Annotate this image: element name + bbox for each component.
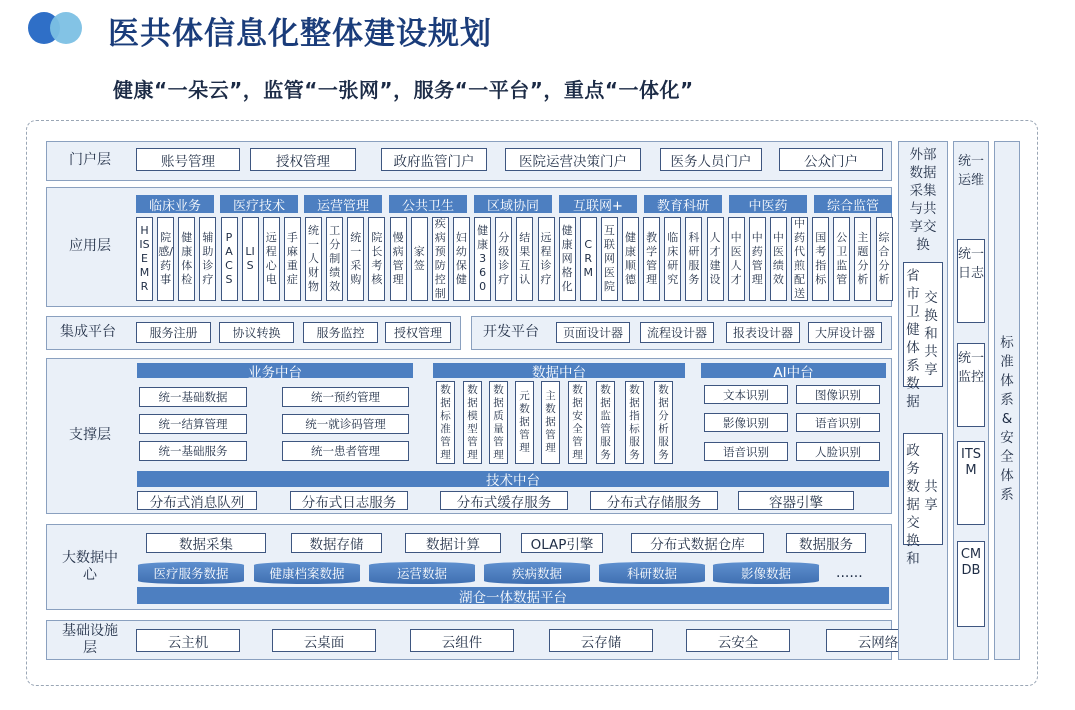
app-group-header: 公共卫生 (389, 195, 467, 213)
app-module[interactable]: 中医绩效 (770, 217, 787, 301)
support-layer-label: 支撑层 (69, 427, 111, 444)
lake-platform: 湖仓一体数据平台 (137, 587, 889, 604)
app-group-header: 中医药 (729, 195, 807, 213)
bigdata-item[interactable]: OLAP引擎 (521, 533, 603, 553)
app-module[interactable]: 结果互认 (516, 217, 533, 301)
portal-layer-label: 门户层 (69, 152, 111, 169)
infra-label-text: 基础设施层 (62, 622, 118, 656)
database-cylinder: 运营数据 (369, 562, 475, 584)
app-module[interactable]: 远程诊疗 (538, 217, 555, 301)
infra-item[interactable]: 云主机 (136, 629, 240, 652)
integration-item[interactable]: 授权管理 (385, 322, 451, 343)
tech-item[interactable]: 分布式缓存服务 (440, 491, 568, 510)
portal-item[interactable]: 医务人员门户 (660, 148, 762, 171)
app-module[interactable]: 人才建设 (707, 217, 724, 301)
ops-item-text: 统一运维 (958, 154, 985, 188)
standards-security-text: 标准体系&安全体系 (1000, 335, 1014, 503)
app-module[interactable]: 妇幼保健 (453, 217, 470, 301)
infra-item[interactable]: 云安全 (686, 629, 790, 652)
app-module[interactable]: 疾病预防控制 (432, 217, 449, 301)
ops-item-text: 统一日志 (958, 247, 985, 281)
ops-item-text: 统一监控 (958, 351, 985, 385)
app-module[interactable]: 手麻重症 (284, 217, 301, 301)
infra-layer-label (62, 620, 118, 660)
app-module[interactable]: 工分制绩效 (326, 217, 343, 301)
database-cylinder: 疾病数据 (484, 562, 590, 584)
infra-item[interactable]: 云桌面 (272, 629, 376, 652)
tech-platform-title: 技术中台 (137, 471, 889, 487)
tech-item[interactable]: 分布式存储服务 (590, 491, 718, 510)
app-group-header: 临床业务 (136, 195, 214, 213)
bigdata-layer-label (62, 524, 118, 610)
app-module[interactable]: 综合分析 (876, 217, 893, 301)
app-group-header: 教育科研 (644, 195, 722, 213)
portal-item[interactable]: 授权管理 (250, 148, 356, 171)
bigdata-item[interactable]: 分布式数据仓库 (631, 533, 764, 553)
app-module[interactable]: 统一人财物 (305, 217, 322, 301)
ai-item[interactable]: 语音识别 (796, 413, 880, 432)
tech-item[interactable]: 分布式消息队列 (137, 491, 257, 510)
app-module[interactable]: LIS (242, 217, 259, 301)
business-item[interactable]: 统一基础数据 (139, 387, 247, 407)
ai-item[interactable]: 语音识别 (704, 442, 788, 461)
tech-item[interactable]: 容器引擎 (738, 491, 854, 510)
business-item[interactable]: 统一就诊码管理 (282, 414, 409, 434)
ai-item[interactable]: 文本识别 (704, 385, 788, 404)
data-platform-item[interactable]: 数据分析服务 (654, 381, 673, 464)
app-module[interactable]: 国考指标 (812, 217, 829, 301)
external-exchange-text: 外部数据采集与共享交换 (909, 147, 937, 253)
data-platform-item[interactable]: 元数据管理 (515, 381, 534, 464)
bigdata-item[interactable]: 数据采集 (146, 533, 266, 553)
app-module[interactable]: HISEMR (136, 217, 153, 301)
tech-item[interactable]: 分布式日志服务 (290, 491, 408, 510)
app-module[interactable]: 中医人才 (728, 217, 745, 301)
app-module[interactable]: 科研服务 (685, 217, 702, 301)
data-platform-item[interactable]: 数据安全管理 (568, 381, 587, 464)
infra-item[interactable]: 云网络 (826, 629, 930, 652)
app-group-header: 互联网+ (559, 195, 637, 213)
bigdata-label-text: 大数据中心 (62, 549, 118, 583)
infra-item[interactable]: 云存储 (549, 629, 653, 652)
app-module[interactable]: 慢病管理 (390, 217, 407, 301)
portal-item[interactable]: 政府监管门户 (381, 148, 487, 171)
data-platform-item[interactable]: 数据监管服务 (596, 381, 615, 464)
provincial-exchange-text-b: 交换和共享 (924, 290, 938, 378)
app-module[interactable]: 院感/药事 (157, 217, 174, 301)
ai-platform-title: AI中台 (701, 363, 886, 378)
app-module[interactable]: 互联网医院 (601, 217, 618, 301)
data-platform-item[interactable]: 主数据管理 (541, 381, 560, 464)
ops-item-text: CMDB (960, 547, 982, 578)
page-title: 医共体信息化整体建设规划 (108, 16, 492, 52)
data-platform-title: 数据中台 (433, 363, 685, 378)
app-module[interactable]: 中药代煎配送 (791, 217, 808, 301)
app-module[interactable]: 远程心电 (263, 217, 280, 301)
business-item[interactable]: 统一预约管理 (282, 387, 409, 407)
data-platform-item[interactable]: 数据标准管理 (436, 381, 455, 464)
portal-item[interactable]: 账号管理 (136, 148, 240, 171)
app-module[interactable]: 教学管理 (643, 217, 660, 301)
app-module[interactable]: 临床研究 (664, 217, 681, 301)
integration-item[interactable]: 服务监控 (303, 322, 378, 343)
integration-layer-label: 集成平台 (60, 324, 116, 341)
app-module[interactable]: PACS (221, 217, 238, 301)
page-subtitle: 健康“一朵云”，监管“一张网”，服务“一平台”，重点“一体化” (113, 78, 694, 102)
business-item[interactable]: 统一患者管理 (282, 441, 409, 461)
app-module[interactable]: 公卫监管 (833, 217, 850, 301)
business-item[interactable]: 统一结算管理 (139, 414, 247, 434)
app-module[interactable]: 主题分析 (854, 217, 871, 301)
bigdata-item[interactable]: 数据服务 (786, 533, 866, 553)
bigdata-item[interactable]: 数据存储 (291, 533, 382, 553)
app-module[interactable]: 健康顺德 (622, 217, 639, 301)
dev-platform-label: 开发平台 (483, 324, 539, 341)
app-module[interactable]: CRM (580, 217, 597, 301)
integration-item[interactable]: 协议转换 (219, 322, 294, 343)
data-platform-item[interactable]: 数据指标服务 (625, 381, 644, 464)
infra-item[interactable]: 云组件 (410, 629, 514, 652)
database-cylinder: 影像数据 (713, 562, 819, 584)
app-module[interactable]: 家签 (411, 217, 428, 301)
app-module[interactable]: 统一采购 (347, 217, 364, 301)
ai-item[interactable]: 图像识别 (796, 385, 880, 404)
app-module[interactable]: 辅助诊疗 (199, 217, 216, 301)
dev-item[interactable]: 报表设计器 (726, 322, 800, 343)
app-module[interactable]: 中药管理 (749, 217, 766, 301)
provincial-exchange-text-a: 省市卫健体系数据 (906, 268, 920, 410)
app-group-header: 区域协同 (474, 195, 552, 213)
dev-item[interactable]: 大屏设计器 (808, 322, 882, 343)
portal-item[interactable]: 公众门户 (779, 148, 883, 171)
database-cylinder: 医疗服务数据 (138, 562, 244, 584)
dev-item[interactable]: 页面设计器 (556, 322, 630, 343)
database-cylinder: 健康档案数据 (254, 562, 360, 584)
logo-dot-light (50, 12, 82, 44)
app-layer-label: 应用层 (69, 238, 111, 255)
app-module[interactable]: 健康网格化 (559, 217, 576, 301)
app-group-header: 运营管理 (304, 195, 382, 213)
gov-exchange-text-b: 共享 (924, 479, 938, 513)
gov-exchange-text-a: 政务数据交换和 (906, 443, 920, 567)
portal-item[interactable]: 医院运营决策门户 (505, 148, 641, 171)
data-platform-item[interactable]: 数据模型管理 (463, 381, 482, 464)
app-module[interactable]: 分级诊疗 (495, 217, 512, 301)
app-module[interactable]: 健康360 (474, 217, 491, 301)
app-module[interactable]: 健康体检 (178, 217, 195, 301)
bigdata-item[interactable]: 数据计算 (405, 533, 501, 553)
business-item[interactable]: 统一基础服务 (139, 441, 247, 461)
integration-item[interactable]: 服务注册 (136, 322, 211, 343)
app-group-header: 医疗技术 (220, 195, 298, 213)
ai-item[interactable]: 人脸识别 (796, 442, 880, 461)
bigdata-more: ...... (836, 565, 863, 581)
data-platform-item[interactable]: 数据质量管理 (489, 381, 508, 464)
ops-item-text: ITSM (960, 447, 982, 478)
app-module[interactable]: 院长考核 (368, 217, 385, 301)
dev-item[interactable]: 流程设计器 (640, 322, 714, 343)
app-group-header: 综合监管 (814, 195, 892, 213)
ai-item[interactable]: 影像识别 (704, 413, 788, 432)
business-platform-title: 业务中台 (137, 363, 413, 378)
database-cylinder: 科研数据 (599, 562, 705, 584)
